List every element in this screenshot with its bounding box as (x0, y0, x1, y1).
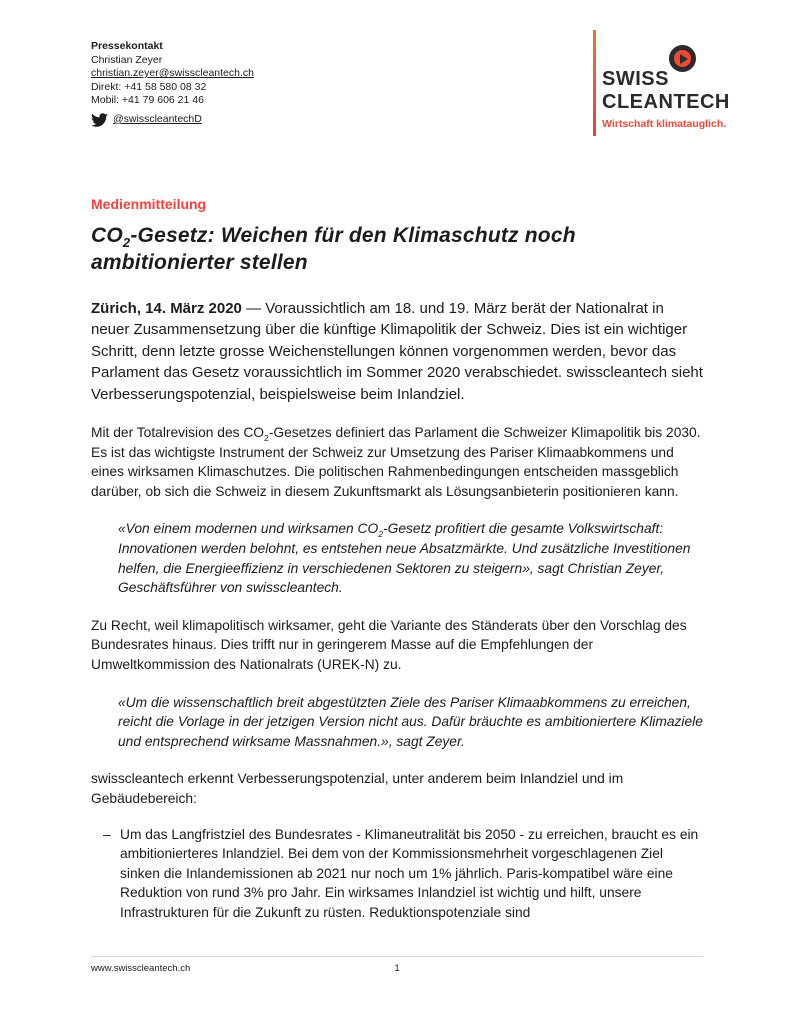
bullet-text: Um das Langfristziel des Bundesrates - Klimaneutralität bis 2050 - zu erreichen, braucht es ein ambitionierteres Inlandziel. Bei dem von der Kommissionsmehrheit vorgeschlagenen Ziel sinken die Inlandemissionen ab 2021 nur noch um 1% jährlich. Paris-kompatibel wäre eine Reduktion von rund 3% pro Jahr. Ein wirksames Inlandziel ist wichtig und hilft, unsere Infrastrukturen für die Zukunft zu rüsten. Reduktionspotenziale sind (120, 826, 699, 920)
co2-subscript: 2 (264, 432, 269, 443)
title-text: CO (91, 224, 123, 247)
body-paragraph: swisscleantech erkennt Verbesserungspotenzial, unter anderem beim Inlandziel und im Gebäudebereich: (91, 771, 624, 806)
footer-url-link[interactable]: www.swisscleantech.ch (91, 963, 191, 974)
contact-phone-direct: Direkt: +41 58 580 08 32 (91, 80, 207, 93)
document-type-label: Medienmitteilung (91, 196, 207, 212)
lead-paragraph (91, 298, 703, 405)
title-subscript: 2 (122, 235, 131, 251)
twitter-handle-link[interactable]: @swisscleantechD (113, 112, 202, 125)
title-text-rest: -Gesetz: Weichen für den Klimaschutz noch ambitionierter stellen (91, 224, 576, 274)
list-item (91, 825, 703, 923)
bullet-list (91, 825, 703, 923)
page-number: 1 (394, 963, 400, 974)
contact-phone-mobile: Mobil: +41 79 606 21 46 (91, 94, 204, 106)
body-paragraph (91, 423, 703, 501)
document-title (91, 223, 703, 276)
quote-block: «Um die wissenschaftlich breit abgestützten Ziele des Pariser Klimaabkommens zu erreichen, reicht die Vorlage in der jetzigen Version nicht aus. Dafür bräuchte es ambitioniertere Klimaziele und entsprechend wirksame Massnahmen.», sagt Zeyer. (118, 694, 703, 749)
logo-tagline: Wirtschaft klimatauglich. (602, 118, 727, 130)
co2-subscript: 2 (378, 529, 383, 540)
body-paragraph: Zu Recht, weil klimapolitisch wirksamer, geht die Variante des Ständerats über den Vorschlag des Bundesrates hinaus. Dies trifft nur in geringerem Masse auf die Empfehlungen der Umweltkommission des Nationalrats (UREK-N) zu. (91, 617, 687, 672)
logo-word-cleantech: CLEANTECH (602, 91, 730, 113)
quote-text: «Von einem modernen und wirksamen CO (118, 521, 379, 537)
bullet-marker: – (103, 826, 111, 842)
paragraph-text-rest: -Gesetzes definiert das Parlament die Schweizer Klimapolitik bis 2030. Es ist das wichtigste Instrument der Schweiz zur Umsetzung des Pariser Klimaabkommens und eines wirksamen Klimaschutzes. Die politischen Rahmenbedingungen entscheiden massgeblich darüber, ob sich die Schweiz in diesem Zukunftsmarkt als Lösungsanbieterin positionieren kann. (91, 425, 701, 499)
contact-title: Pressekontakt (91, 40, 163, 52)
logo-word-swiss: SWISS (602, 68, 669, 90)
paragraph-text: Mit der Totalrevision des CO (91, 425, 265, 441)
contact-email-link[interactable]: christian.zeyer@swisscleantech.ch (91, 67, 254, 79)
lead-text: Voraussichtlich am 18. und 19. März berät der Nationalrat in neuer Zusammensetzung über die künftige Klimapolitik der Schweiz. Dies ist ein wichtiger Schritt, denn letzte grosse Weichenstellungen können vorgenommen werden, bevor das Parlament das Gesetz voraussichtlich im Sommer 2020 verabschiedet. swisscleantech sieht Verbesserungspotenzial, beispielsweise beim Inlandziel. (91, 300, 703, 403)
contact-name: Christian Zeyer (91, 53, 163, 66)
quote-block (118, 519, 703, 597)
dateline-dash: — (246, 300, 262, 317)
document-content (91, 0, 703, 923)
page-footer (91, 956, 703, 974)
dateline: Zürich, 14. März 2020 (91, 300, 242, 317)
quote-text-rest: -Gesetz profitiert die gesamte Volkswirtschaft: Innovationen werden belohnt, es entstehen neue Absatzmärkte. Und zusätzliche Investitionen helfen, die Energieeffizienz in verschiedenen Sektoren zu steigern», sagt Christian Zeyer, Geschäftsführer von swisscleantech. (118, 521, 691, 596)
